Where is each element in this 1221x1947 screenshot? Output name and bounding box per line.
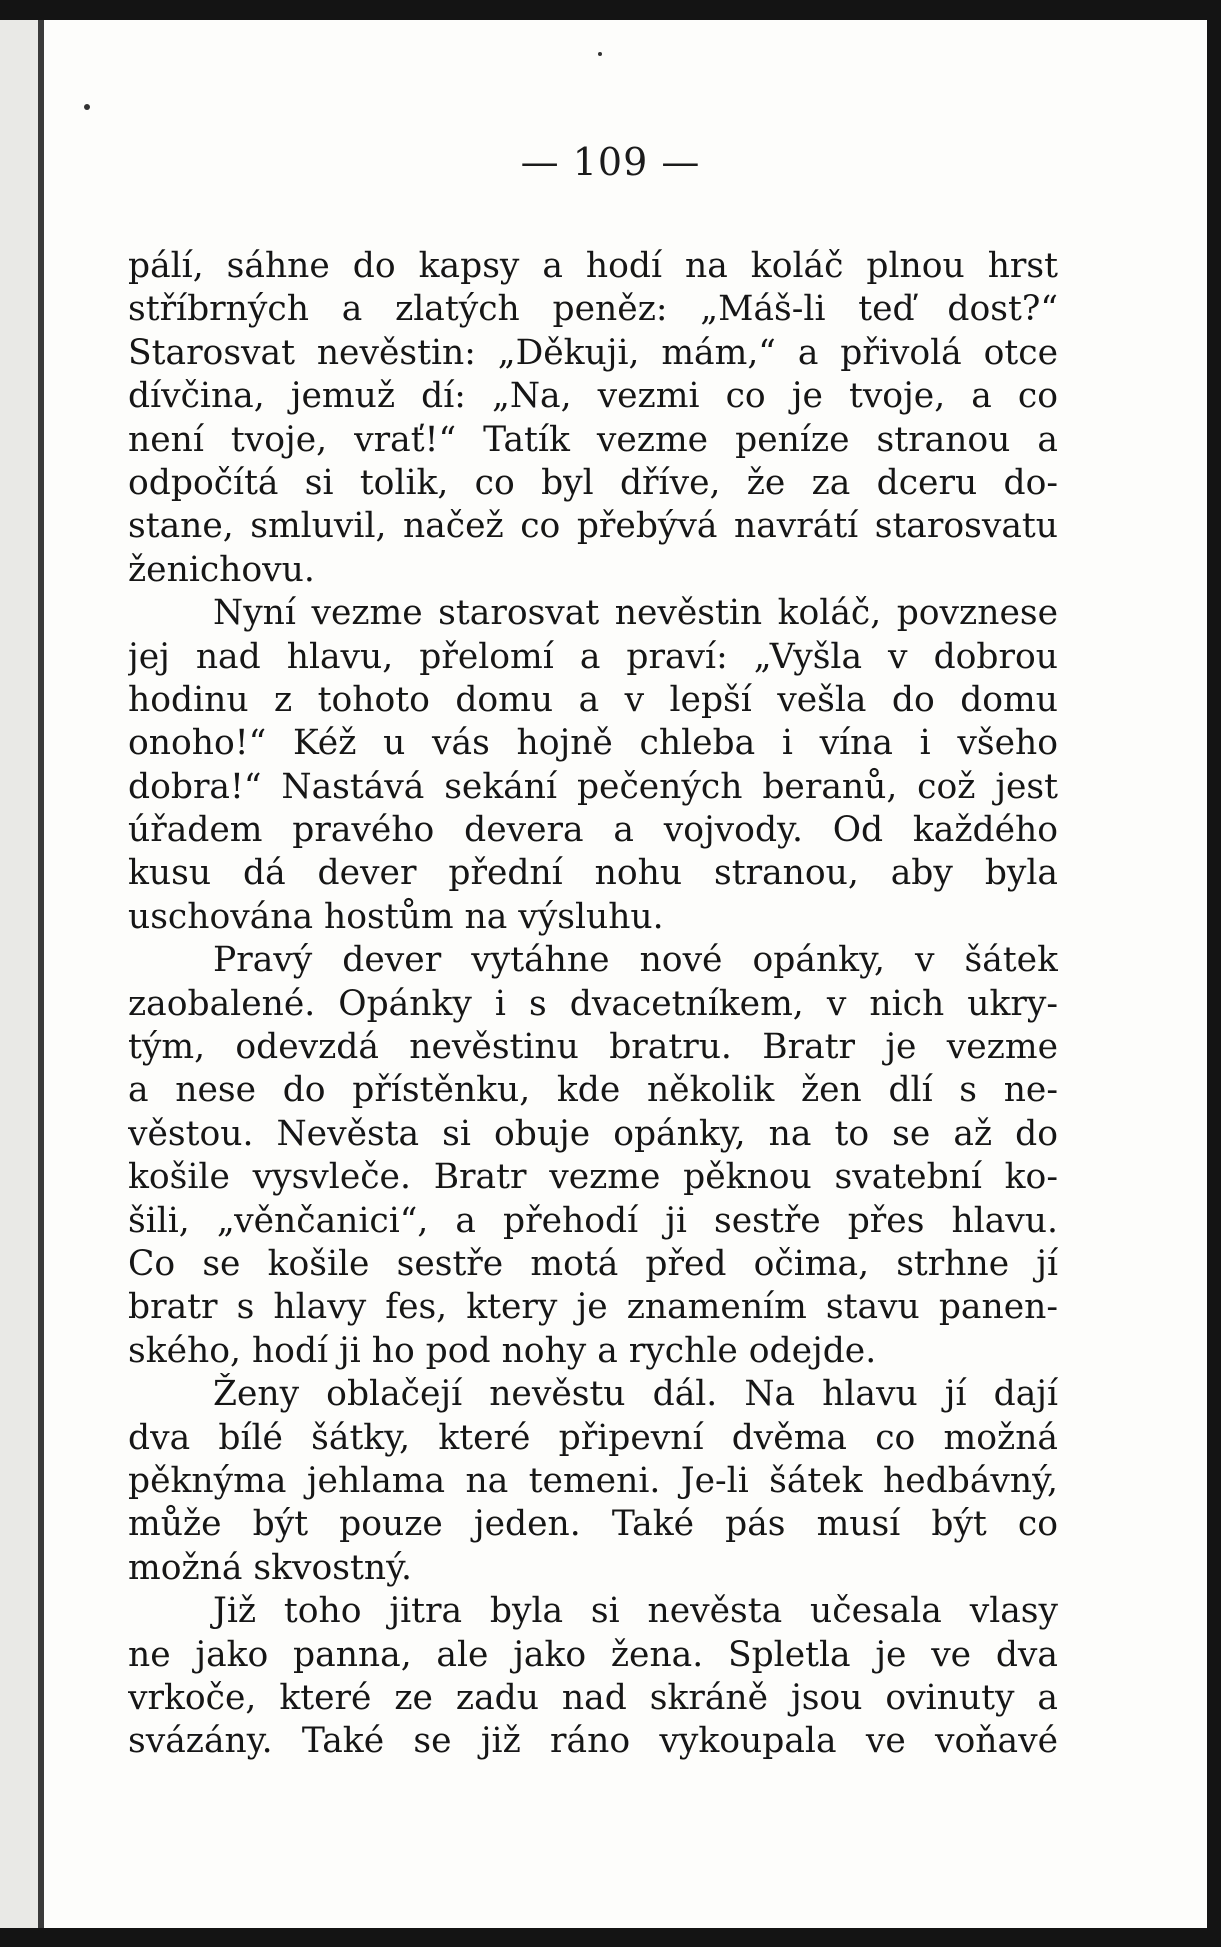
text-line: stane, smluvil, načež co přebývá navrátí starosvatu: [128, 506, 1058, 547]
text-line: může být pouze jeden. Také pás musí být co: [128, 1504, 1058, 1545]
text-line: a nese do přístěnku, kde několik žen dlí s ne-: [128, 1070, 1058, 1111]
text-line: onoho!“ Kéž u vás hojně chleba i vína i všeho: [128, 723, 1058, 764]
text-line: úřadem pravého devera a vojvody. Od každého: [128, 810, 1058, 851]
text-line: dívčina, jemuž dí: „Na, vezmi co je tvoje, a co: [128, 376, 1058, 417]
scan-speck: [84, 104, 90, 110]
scan-left-margin: [0, 20, 38, 1928]
text-line: košile vysvleče. Bratr vezme pěknou svatební ko-: [128, 1157, 1058, 1198]
text-line: kusu dá dever přední nohu stranou, aby byla: [128, 853, 1058, 894]
scan-border-top: [0, 0, 1221, 20]
scan-speck: [598, 52, 602, 56]
text-line: Co se košile sestře motá před očima, strhne jí: [128, 1243, 1058, 1284]
text-line: není tvoje, vrať!“ Tatík vezme peníze stranou a: [128, 419, 1058, 460]
text-line: uschována hostům na výsluhu.: [128, 896, 664, 937]
text-line: jej nad hlavu, přelomí a praví: „Vyšla v dobrou: [128, 636, 1058, 677]
text-line: možná skvostný.: [128, 1547, 412, 1588]
text-line: odpočítá si tolik, co byl dříve, že za dceru do-: [128, 462, 1058, 503]
text-line: věstou. Nevěsta si obuje opánky, na to se až do: [128, 1113, 1058, 1154]
text-line: tým, odevzdá nevěstinu bratru. Bratr je vezme: [128, 1027, 1058, 1068]
body-text: [128, 245, 1058, 1764]
paragraph: [128, 939, 1058, 1373]
text-line: stříbrných a zlatých peněz: „Máš-li teď dost?“: [128, 289, 1058, 330]
paragraph: [128, 1373, 1058, 1590]
text-line: šili, „věnčanici“, a přehodí ji sestře přes hlavu.: [128, 1200, 1058, 1241]
text-line: Starosvat nevěstin: „Děkuji, mám,“ a přivolá otce: [128, 332, 1058, 373]
scan-border-bottom: [0, 1928, 1221, 1947]
text-line: ženichovu.: [128, 549, 315, 590]
text-line: Ženy oblačejí nevěstu dál. Na hlavu jí dají: [213, 1374, 1058, 1415]
paragraph: [128, 245, 1058, 592]
text-line: vrkoče, které ze zadu nad skráně jsou ovinuty a: [128, 1677, 1058, 1718]
text-line: pěknýma jehlama na temeni. Je-li šátek hedbávný,: [128, 1460, 1058, 1501]
text-line: ského, hodí ji ho pod nohy a rychle odejde.: [128, 1330, 877, 1371]
page-number: — 109 —: [520, 140, 701, 184]
text-line: dobra!“ Nastává sekání pečených beranů, což jest: [128, 766, 1058, 807]
text-line: ne jako panna, ale jako žena. Spletla je ve dva: [128, 1634, 1058, 1675]
text-line: Nyní vezme starosvat nevěstin koláč, povznese: [213, 593, 1058, 634]
text-line: zaobalené. Opánky i s dvacetníkem, v nich ukry-: [128, 983, 1058, 1024]
text-line: pálí, sáhne do kapsy a hodí na koláč plnou hrst: [128, 246, 1058, 286]
text-line: dva bílé šátky, které připevní dvěma co možná: [128, 1417, 1058, 1458]
text-line: Pravý dever vytáhne nové opánky, v šátek: [213, 940, 1058, 981]
text-line: Již toho jitra byla si nevěsta učesala vlasy: [213, 1591, 1058, 1632]
paragraph: [128, 1590, 1058, 1764]
text-line: hodinu z tohoto domu a v lepší vešla do domu: [128, 679, 1058, 720]
paragraph: [128, 592, 1058, 939]
text-line: bratr s hlavy fes, ktery je znamením stavu panen-: [128, 1287, 1058, 1328]
scan-border-right: [1207, 0, 1221, 1947]
text-line: svázány. Také se již ráno vykoupala ve voňavé: [128, 1721, 1058, 1762]
